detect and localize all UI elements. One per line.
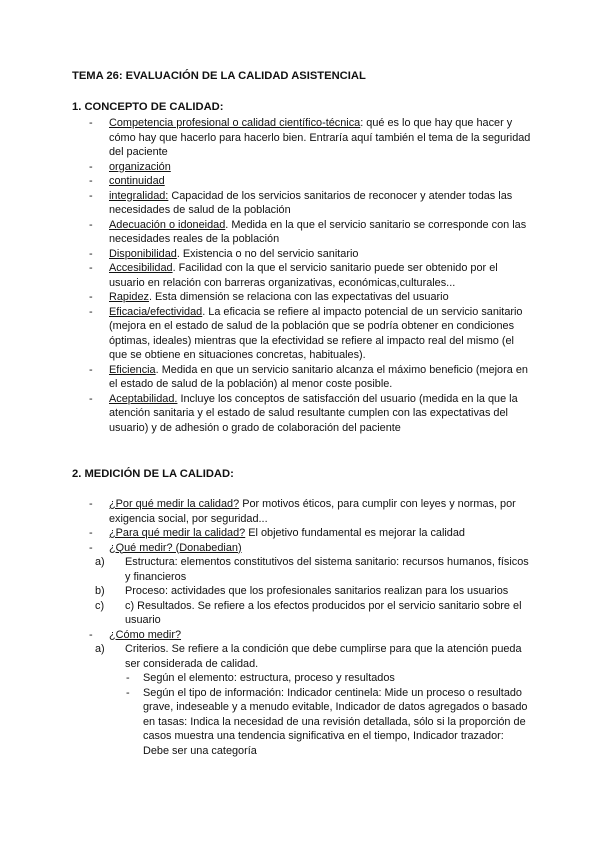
dash-bullet: -	[89, 527, 93, 539]
item-term: ¿Por qué medir la calidad?	[109, 498, 240, 510]
dash-bullet: -	[89, 218, 93, 231]
sub-item-marker: a)	[95, 556, 105, 568]
document-title: TEMA 26: EVALUACIÓN DE LA CALIDAD ASISTENCIAL	[72, 70, 366, 82]
dash-bullet: -	[89, 541, 93, 554]
dash-bullet: -	[89, 392, 93, 405]
item-term: Disponibilidad	[109, 247, 177, 260]
dash-bullet: -	[126, 686, 130, 699]
section-1-heading: 1. CONCEPTO DE CALIDAD:	[72, 101, 224, 113]
list-item	[72, 160, 532, 175]
item-term: ¿Para qué medir la calidad?	[109, 527, 246, 539]
dash-bullet: -	[89, 291, 93, 303]
sub-sub-list-item	[72, 671, 532, 686]
item-term: integralidad:	[109, 189, 169, 202]
sub-list-item	[72, 599, 532, 628]
list-item	[72, 174, 532, 189]
dash-bullet: -	[89, 305, 93, 318]
list-item: - Eficacia/efectividad. La eficacia se refiere al impacto potencial de un servicio sanitario (mejora en el estado de salud de la población que se podría obtener en condiciones óptimas, ideales) mientras que la efectividad se refiere al impacto real del mismo (el que se obtiene en situaciones concretas, habituales).	[89, 305, 523, 361]
sub-list-item	[72, 555, 532, 584]
item-text: Medida en que un servicio sanitario alcanza el máximo beneficio (mejora en el estado de salud de la población) al menor coste posible.	[109, 363, 528, 390]
dash-bullet: -	[89, 262, 93, 274]
list-item	[72, 189, 532, 218]
item-term: Rapidez	[109, 291, 149, 303]
dash-bullet: -	[89, 498, 93, 510]
item-term: ¿Cómo medir?	[109, 628, 182, 641]
item-term: Accesibilidad	[109, 262, 173, 274]
sub-item-marker: b)	[95, 585, 105, 597]
item-text: qué es lo que hay que hacer y cómo hay que hacerlo para hacerlo bien. Entraría aquí también el tema de la seguridad del paciente	[109, 117, 531, 158]
list-item	[72, 497, 532, 526]
item-text: Por motivos éticos, para cumplir con leyes y normas, por exigencia social, por seguridad...	[109, 498, 516, 525]
list-item: - Eficiencia. Medida en que un servicio sanitario alcanza el máximo beneficio (mejora en el estado de salud de la población) al menor coste posible.	[89, 363, 528, 390]
list-item: - Competencia profesional o calidad científico-técnica: qué es lo que hay que hacer y cómo hay que hacerlo para hacerlo bien. Entraría aquí también el tema de la seguridad del paciente	[89, 117, 531, 158]
section-2-list	[72, 497, 532, 758]
item-term: ¿Qué medir? (Donabedian)	[109, 541, 242, 554]
list-item: - Accesibilidad. Facilidad con la que el servicio sanitario puede ser obtenido por el usuario en relación con barreras organizativas, económicas,culturales...	[89, 262, 498, 289]
item-text: El objetivo fundamental es mejorar la calidad	[248, 527, 465, 539]
sub-sub-item-text: Según el tipo de información: Indicador centinela: Mide un proceso o resultado grave, indeseable y a menudo evitable, Indicador de datos agregados o basado en tasas: Indica la necesidad de una revisión detallada, sólo si la proporción de casos muestra una tendencia significativa en el tiempo, Indicador trazador: Debe ser una categoría	[143, 686, 528, 757]
dash-bullet: -	[89, 117, 93, 129]
item-text: Esta dimensión se relaciona con las expectativas del usuario	[155, 291, 449, 303]
section-1-list	[72, 116, 532, 435]
item-text: Facilidad con la que el servicio sanitario puede ser obtenido por el usuario en relación con barreras organizativas, económicas,culturales...	[109, 262, 498, 289]
dash-bullet: -	[89, 363, 93, 376]
item-term: Competencia profesional o calidad científico-técnica	[109, 117, 361, 129]
sub-item-text: c) Resultados. Se refiere a los efectos producidos por el servicio sanitario sobre el usuario	[125, 599, 522, 626]
dash-bullet: -	[89, 247, 93, 260]
list-item	[72, 541, 532, 628]
item-text: Medida en la que el servicio sanitario se corresponde con las necesidades reales de la población	[109, 218, 527, 245]
list-item	[72, 392, 532, 436]
dash-bullet: -	[126, 672, 130, 684]
sub-item-marker: c)	[95, 599, 105, 612]
sub-item-text: Estructura: elementos constitutivos del sistema sanitario: recursos humanos, físicos y financieros	[125, 556, 529, 583]
dash-bullet: -	[89, 628, 93, 641]
sub-item-text: Criterios. Se refiere a la condición que debe cumplirse para que la atención pueda ser considerada de calidad.	[125, 643, 522, 670]
list-item: - Rapidez. Esta dimensión se relaciona con las expectativas del usuario	[89, 291, 449, 303]
list-item	[72, 628, 532, 759]
item-term: Aceptabilidad.	[109, 392, 178, 405]
dash-bullet: -	[89, 175, 93, 187]
section-2-heading: 2. MEDICIÓN DE LA CALIDAD:	[72, 468, 234, 480]
sub-item-marker: a)	[95, 643, 105, 655]
sub-sub-list-item	[72, 686, 532, 759]
list-item: - Adecuación o idoneidad. Medida en la que el servicio sanitario se corresponde con las necesidades reales de la población	[89, 218, 527, 245]
item-term: organización	[109, 160, 171, 173]
item-text: Existencia o no del servicio sanitario	[182, 247, 359, 260]
item-text: Capacidad de los servicios sanitarios de reconocer y atender todas las necesidades de salud de la población	[109, 189, 513, 216]
item-term: Eficacia/efectividad	[109, 305, 203, 318]
como-medir-sublist	[72, 642, 532, 758]
list-item	[72, 526, 532, 541]
sub-list-item	[72, 584, 532, 599]
item-term: Eficiencia	[109, 363, 156, 376]
list-item: - Disponibilidad. Existencia o no del servicio sanitario	[89, 247, 359, 260]
item-term: continuidad	[109, 175, 165, 187]
dash-bullet: -	[89, 160, 93, 173]
item-text: Incluye los conceptos de satisfacción del usuario (medida en la que la atención sanitaria y el estado de salud resultante cumplen con las expectativas del usuario) y de adhesión o grado de colaboración del paciente	[109, 392, 518, 434]
criterios-sublist	[72, 671, 532, 758]
sub-sub-item-text: Según el elemento: estructura, proceso y resultados	[143, 672, 395, 684]
sub-list-item	[72, 642, 532, 758]
sub-item-text: Proceso: actividades que los profesionales sanitarios realizan para los usuarios	[125, 585, 509, 597]
que-medir-sublist	[72, 555, 532, 628]
item-term: Adecuación o idoneidad	[109, 218, 226, 231]
dash-bullet: -	[89, 189, 93, 202]
item-text: La eficacia se refiere al impacto potencial de un servicio sanitario (mejora en el estado de salud de la población que se podría obtener en condiciones óptimas, ideales) mientras que la efectividad se refiere al impacto real del mismo (el que se obtiene en situaciones concretas, habituales).	[109, 305, 523, 361]
